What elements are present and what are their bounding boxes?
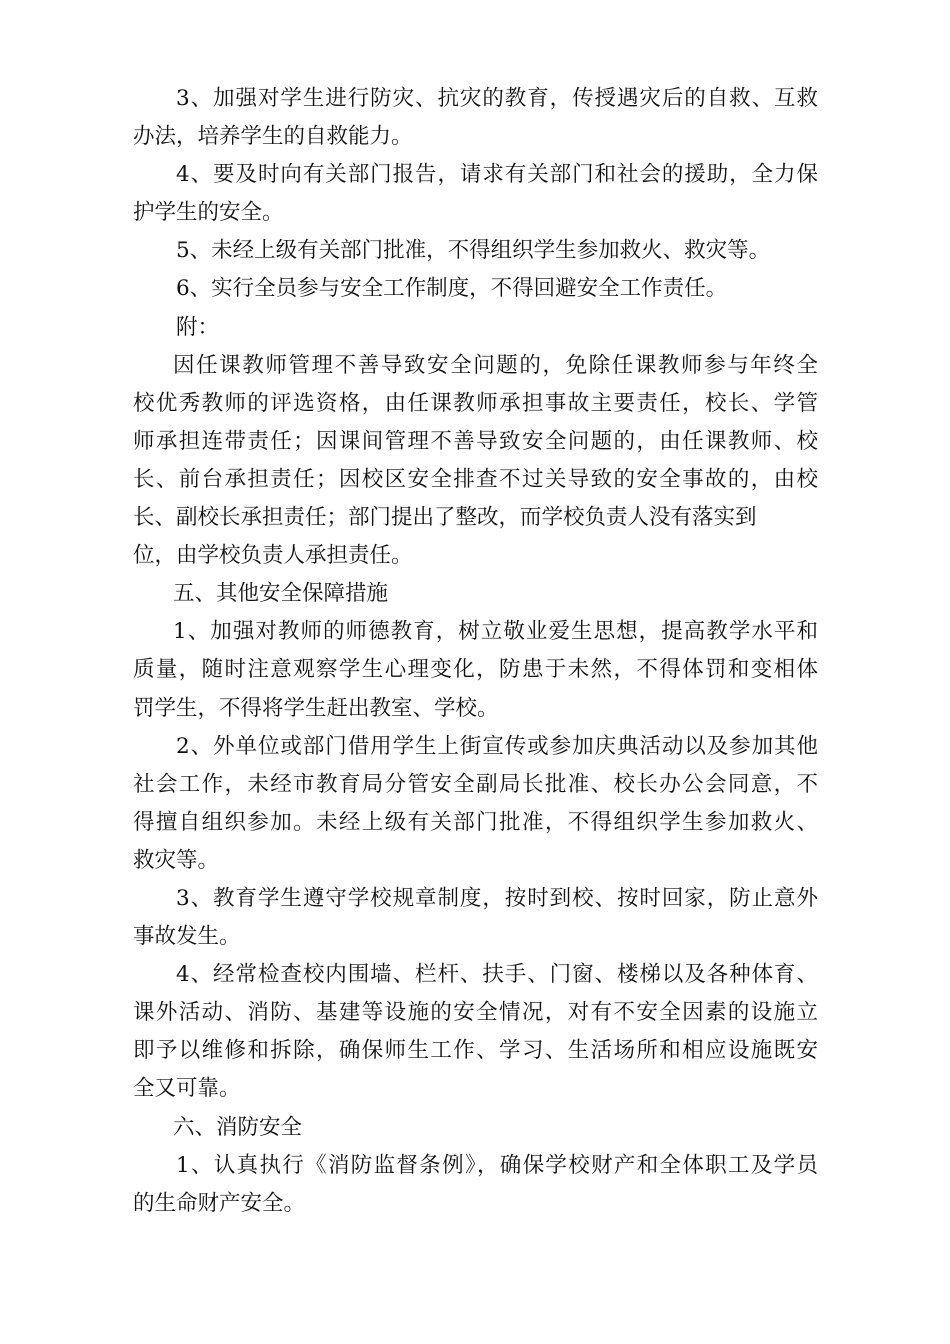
paragraph-line: 护学生的安全。: [133, 200, 284, 226]
paragraph-line: 得擅自组织参加。未经上级有关部门批准，不得组织学生参加救火、: [133, 809, 818, 835]
paragraph-line: 2、外单位或部门借用学生上街宣传或参加庆典活动以及参加其他: [176, 733, 818, 759]
document-body: [133, 80, 818, 1223]
paragraph-line: 3、教育学生遵守学校规章制度，按时到校、按时回家，防止意外: [176, 885, 818, 911]
section-heading: 六、消防安全: [173, 1114, 303, 1140]
paragraph-line: 质量，随时注意观察学生心理变化，防患于未然，不得体罚和变相体: [133, 657, 818, 683]
section-heading: 五、其他安全保障措施: [173, 581, 389, 607]
paragraph-line: 罚学生，不得将学生赶出教室、学校。: [133, 695, 499, 721]
paragraph-line: 办法，培养学生的自救能力。: [133, 124, 413, 150]
paragraph-line: 救灾等。: [133, 847, 220, 873]
paragraph-line: 6、实行全员参与安全工作制度，不得回避安全工作责任。: [176, 276, 728, 302]
paragraph-line: 长、副校长承担责任；部门提出了整改，而学校负责人没有落实到: [133, 505, 757, 531]
paragraph-line: 社会工作，未经市教育局分管安全副局长批准、校长办公会同意，不: [133, 771, 818, 797]
paragraph-line: 4、要及时向有关部门报告，请求有关部门和社会的援助，全力保: [176, 162, 818, 188]
paragraph-line: 的生命财产安全。: [133, 1190, 306, 1216]
paragraph-line: 校优秀教师的评选资格，由任课教师承担事故主要责任，校长、学管: [133, 390, 818, 416]
paragraph-line: 1、加强对教师的师德教育，树立敬业爱生思想，提高教学水平和: [173, 619, 818, 645]
paragraph-line: 4、经常检查校内围墙、栏杆、扶手、门窗、楼梯以及各种体育、: [176, 962, 818, 988]
paragraph-line: 1、认真执行《消防监督条例》，确保学校财产和全体职工及学员: [176, 1152, 818, 1178]
paragraph-line: 5、未经上级有关部门批准，不得组织学生参加救火、救灾等。: [176, 238, 771, 264]
paragraph-line: 即予以维修和拆除，确保师生工作、学习、生活场所和相应设施既安: [133, 1038, 818, 1064]
paragraph-line: 事故发生。: [133, 924, 241, 950]
appendix-label: 附：: [176, 314, 220, 340]
paragraph-line: 3、加强对学生进行防灾、抗灾的教育，传授遇灾后的自救、互救: [176, 86, 818, 111]
paragraph-line: 长、前台承担责任；因校区安全排查不过关导致的安全事故的，由校: [133, 466, 818, 492]
paragraph-line: 师承担连带责任；因课间管理不善导致安全问题的，由任课教师、校: [133, 428, 818, 454]
paragraph-line: 位，由学校负责人承担责任。: [133, 543, 413, 569]
paragraph-line: 因任课教师管理不善导致安全问题的，免除任课教师参与年终全: [173, 352, 818, 378]
paragraph-line: 全又可靠。: [133, 1076, 241, 1102]
paragraph-line: 课外活动、消防、基建等设施的安全情况，对有不安全因素的设施立: [133, 1000, 818, 1026]
